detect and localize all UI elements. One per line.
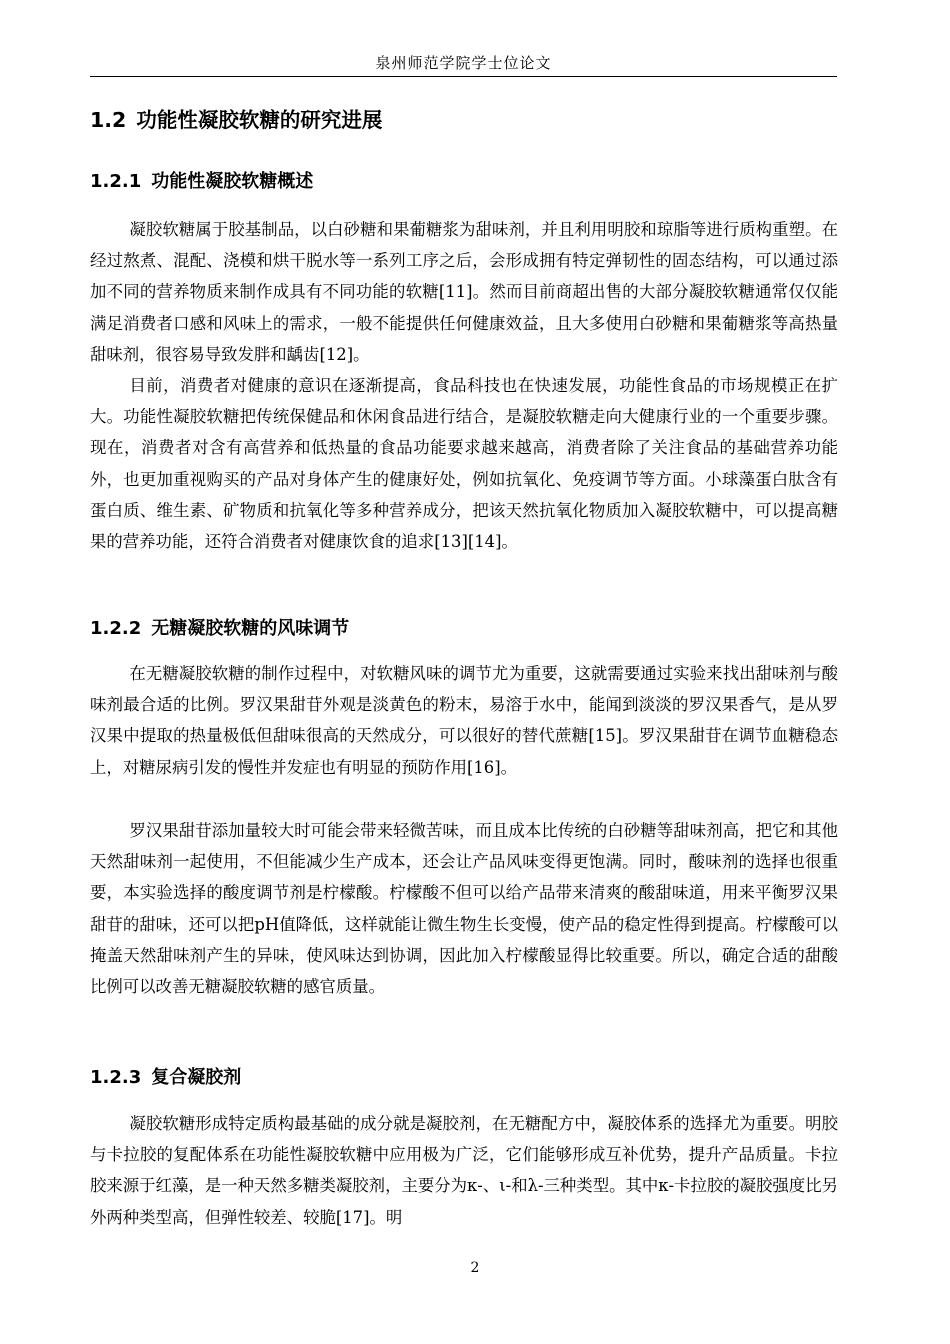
body-paragraph: 目前，消费者对健康的意识在逐渐提高，食品科技也在快速发展，功能性食品的市场规模正在扩大。功能性凝胶软糖把传统保健品和休闲食品进行结合，是凝胶软糖走向大健康行业的一个重要步骤。现在，消费者对含有高营养和低热量的食品功能要求越来越高，消费者除了关注食品的基础营养功能外，也更加重视购买的产品对身体产生的健康好处，例如抗氧化、免疫调节等方面。小球藻蛋白肽含有蛋白质、维生素、矿物质和抗氧化等多种营养成分，把该天然抗氧化物质加入凝胶软糖中，可以提高糖果的营养功能，还符合消费者对健康饮食的追求[13][14]。 bbox=[90, 376, 838, 552]
subsection-number: 1.2.3 bbox=[90, 1067, 142, 1088]
page-number: 2 bbox=[470, 1260, 480, 1276]
subsection-heading bbox=[90, 614, 349, 640]
section-title: 功能性凝胶软糖的研究进展 bbox=[136, 108, 383, 132]
header-rule bbox=[90, 76, 837, 77]
section-heading bbox=[90, 103, 382, 133]
running-header: 泉州师范学院学士位论文 bbox=[375, 54, 552, 72]
subsection-number: 1.2.2 bbox=[90, 618, 142, 639]
body-paragraph: 凝胶软糖属于胶基制品，以白砂糖和果葡糖浆为甜味剂，并且利用明胶和琼脂等进行质构重塑。在经过熬煮、混配、浇模和烘干脱水等一系列工序之后，会形成拥有特定弹韧性的固态结构，可以通过添加不同的营养物质来制作成具有不同功能的软糖[11]。然而目前商超出售的大部分凝胶软糖通常仅仅能满足消费者口感和风味上的需求，一般不能提供任何健康效益，且大多使用白砂糖和果葡糖浆等高热量甜味剂，很容易导致发胖和龋齿[12]。 bbox=[90, 220, 838, 364]
subsection-heading bbox=[90, 167, 313, 193]
body-paragraph: 在无糖凝胶软糖的制作过程中，对软糖风味的调节尤为重要，这就需要通过实验来找出甜味剂与酸味剂最合适的比例。罗汉果甜苷外观是淡黄色的粉末，易溶于水中，能闻到淡淡的罗汉果香气，是从罗汉果中提取的热量极低但甜味很高的天然成分，可以很好的替代蔗糖[15]。罗汉果甜苷在调节血糖稳态上，对糖尿病引发的慢性并发症也有明显的预防作用[16]。 bbox=[90, 664, 838, 777]
subsection-number: 1.2.1 bbox=[90, 171, 142, 192]
subsection-heading bbox=[90, 1063, 241, 1089]
section-number: 1.2 bbox=[90, 108, 127, 132]
body-paragraph: 凝胶软糖形成特定质构最基础的成分就是凝胶剂，在无糖配方中，凝胶体系的选择尤为重要。明胶与卡拉胶的复配体系在功能性凝胶软糖中应用极为广泛，它们能够形成互补优势，提升产品质量。卡拉胶来源于红藻，是一种天然多糖类凝胶剂，主要分为κ-、ι-和λ-三种类型。其中κ-卡拉胶的凝胶强度比另外两种类型高，但弹性较差、较脆[17]。明 bbox=[90, 1114, 838, 1227]
body-paragraph: 罗汉果甜苷添加量较大时可能会带来轻微苦味，而且成本比传统的白砂糖等甜味剂高，把它和其他天然甜味剂一起使用，不但能减少生产成本，还会让产品风味变得更饱满。同时，酸味剂的选择也很重要，本实验选择的酸度调节剂是柠檬酸。柠檬酸不但可以给产品带来清爽的酸甜味道，用来平衡罗汉果甜苷的甜味，还可以把pH值降低，这样就能让微生物生长变慢，使产品的稳定性得到提高。柠檬酸可以掩盖天然甜味剂产生的异味，使风味达到协调，因此加入柠檬酸显得比较重要。所以，确定合适的甜酸比例可以改善无糖凝胶软糖的感官质量。 bbox=[90, 821, 838, 997]
subsection-title: 功能性凝胶软糖概述 bbox=[151, 171, 314, 192]
subsection-title: 无糖凝胶软糖的风味调节 bbox=[151, 618, 350, 639]
subsection-title: 复合凝胶剂 bbox=[151, 1067, 242, 1088]
